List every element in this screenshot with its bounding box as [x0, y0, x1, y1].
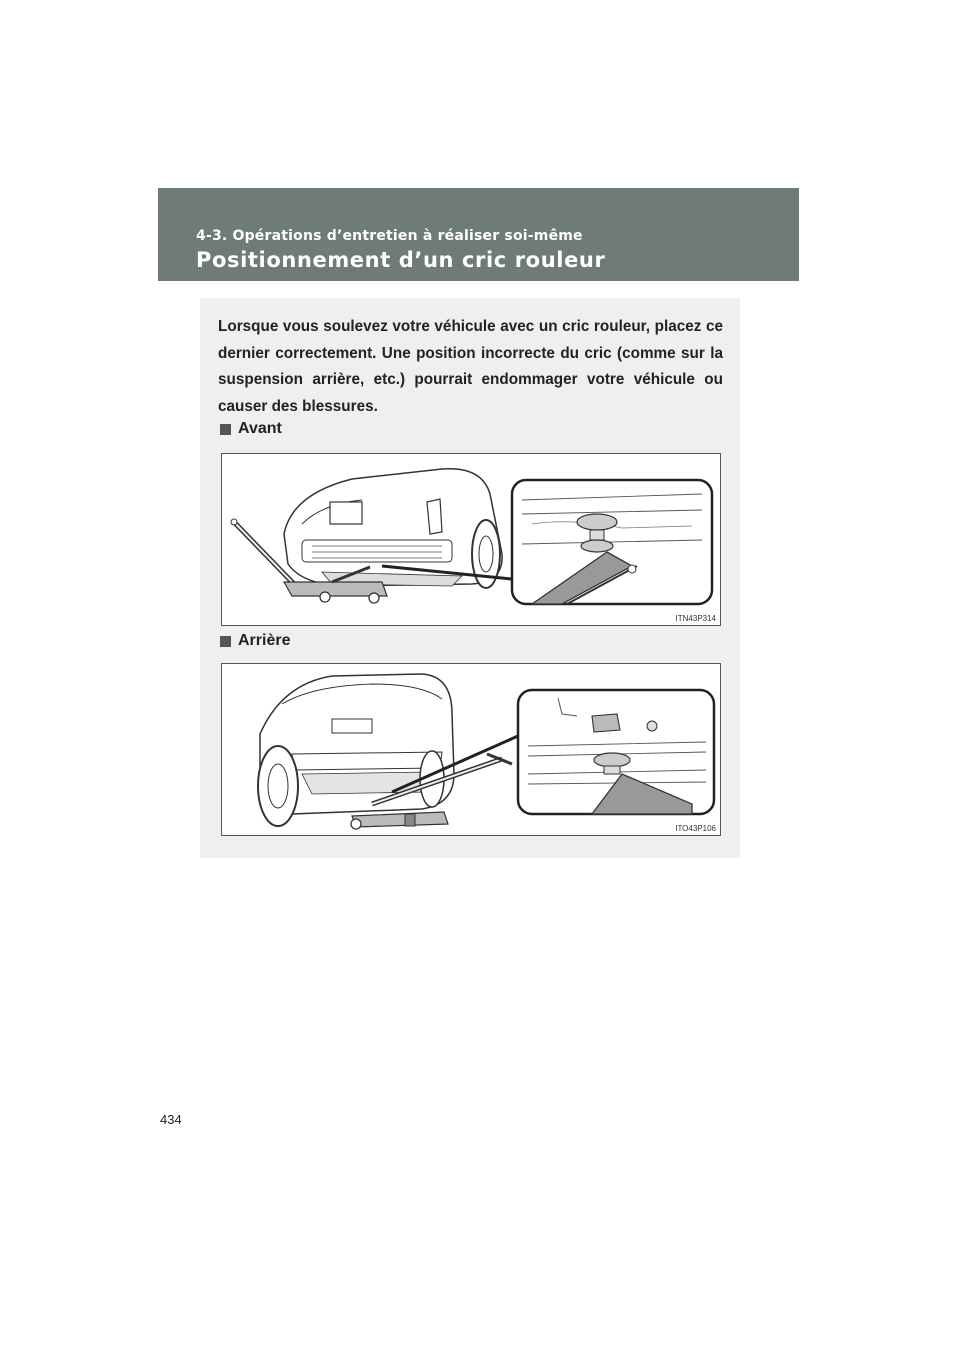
heading-front	[220, 420, 282, 438]
figure-rear-jack	[221, 663, 721, 836]
heading-front-label: Avant	[238, 420, 282, 437]
heading-rear-label: Arrière	[238, 632, 291, 649]
rear-jack-illustration	[222, 664, 720, 835]
page-number: 434	[160, 1112, 182, 1127]
page-title: Positionnement d’un cric rouleur	[196, 248, 606, 272]
front-jack-illustration	[222, 454, 720, 625]
square-bullet-icon	[220, 636, 231, 647]
content-box	[200, 298, 740, 858]
section-label: 4-3. Opérations d’entretien à réaliser soi-même	[196, 228, 583, 244]
heading-rear	[220, 632, 290, 650]
intro-paragraph: Lorsque vous soulevez votre véhicule avec un cric rouleur, placez ce dernier correctement. Une position incorrecte du cric (comme sur la suspension arrière, etc.) pourrait endommager votre véhicule ou causer des blessures.	[218, 318, 723, 415]
square-bullet-icon	[220, 424, 231, 435]
figure-front-jack	[221, 453, 721, 626]
chapter-header	[158, 188, 799, 281]
figure-code-front: ITN43P314	[675, 614, 716, 623]
figure-code-rear: ITO43P106	[675, 824, 716, 833]
